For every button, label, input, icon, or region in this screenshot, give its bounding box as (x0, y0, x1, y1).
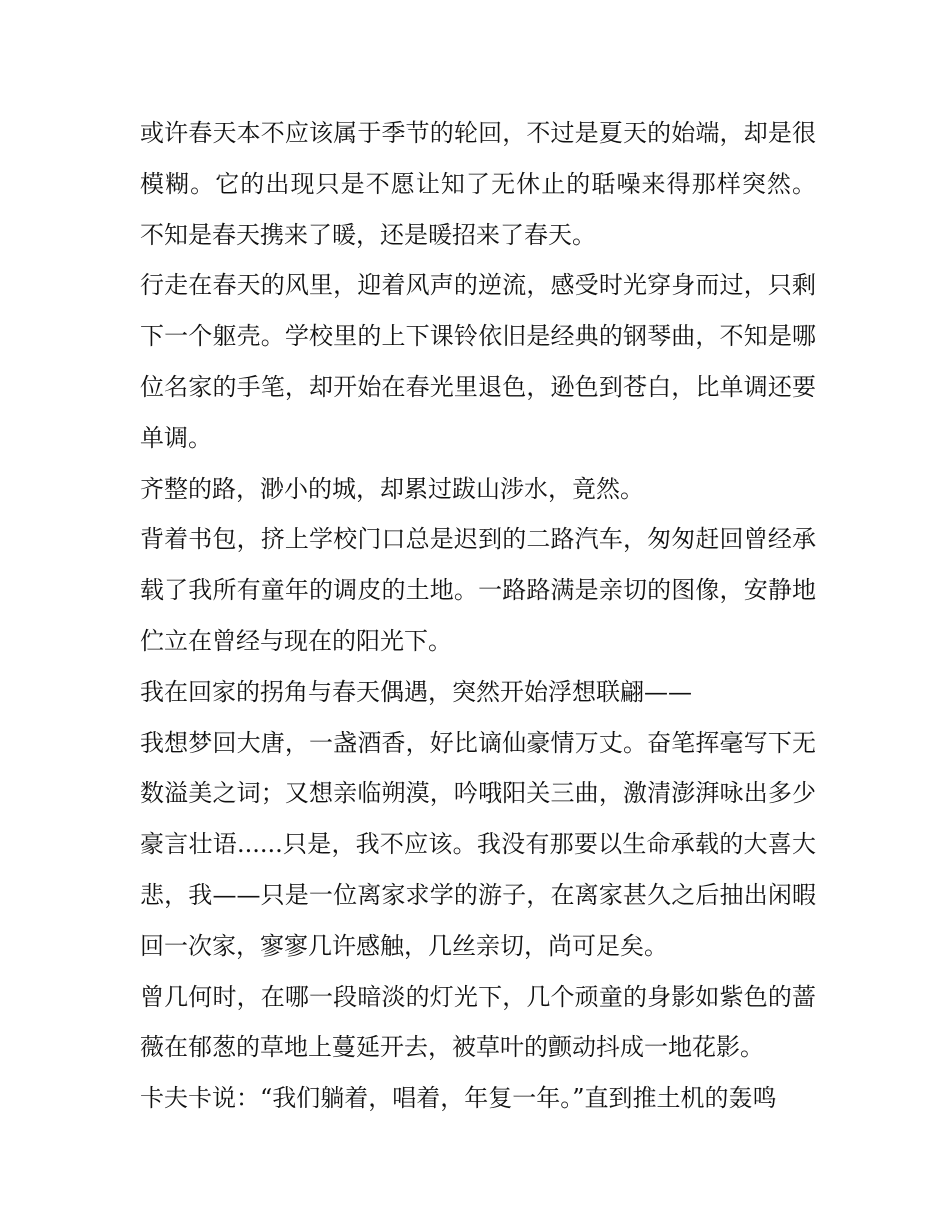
paragraph-2: 行走在春天的风里，迎着风声的逆流，感受时光穿身而过，只剩下一个躯壳。学校里的上下课铃依旧是经典的钢琴曲，不知是哪位名家的手笔，却开始在春光里退色，逊色到苍白，比单调还要单调。 (140, 271, 816, 452)
paragraph-8: 卡夫卡说：“我们躺着，唱着，年复一年。”直到推土机的轰鸣 (140, 1084, 777, 1113)
paragraph-1: 或许春天本不应该属于季节的轮回，不过是夏天的始端，却是很模糊。它的出现只是不愿让知了无休止的聒噪来得那样突然。 不知是春天携来了暖，还是暖招来了春天。 (140, 119, 816, 249)
paragraph-6: 我想梦回大唐，一盏酒香，好比谪仙豪情万丈。奋笔挥毫写下无数溢美之词；又想亲临朔漠，吟哦阳关三曲，激清澎湃咏出多少豪言壮语......只是，我不应该。我没有那要以生命承载的大喜大悲，我——只是一位离家求学的游子，在离家甚久之后抽出闲暇回一次家，寥寥几许感触，几丝亲切，尚可足矣。 (140, 728, 816, 960)
paragraph-4: 背着书包，挤上学校门口总是迟到的二路汽车，匆匆赶回曾经承载了我所有童年的调皮的土地。一路路满是亲切的图像，安静地伫立在曾经与现在的阳光下。 (140, 525, 816, 655)
paragraph-7: 曾几何时，在哪一段暗淡的灯光下，几个顽童的身影如紫色的蔷薇在郁葱的草地上蔓延开去，被草叶的颤动抖成一地花影。 (140, 982, 816, 1062)
paragraph-5: 我在回家的拐角与春天偶遇，突然开始浮想联翩—— (140, 677, 692, 706)
paragraph-3: 齐整的路，渺小的城，却累过跋山涉水，竟然。 (140, 474, 644, 503)
document-body (140, 108, 816, 1124)
